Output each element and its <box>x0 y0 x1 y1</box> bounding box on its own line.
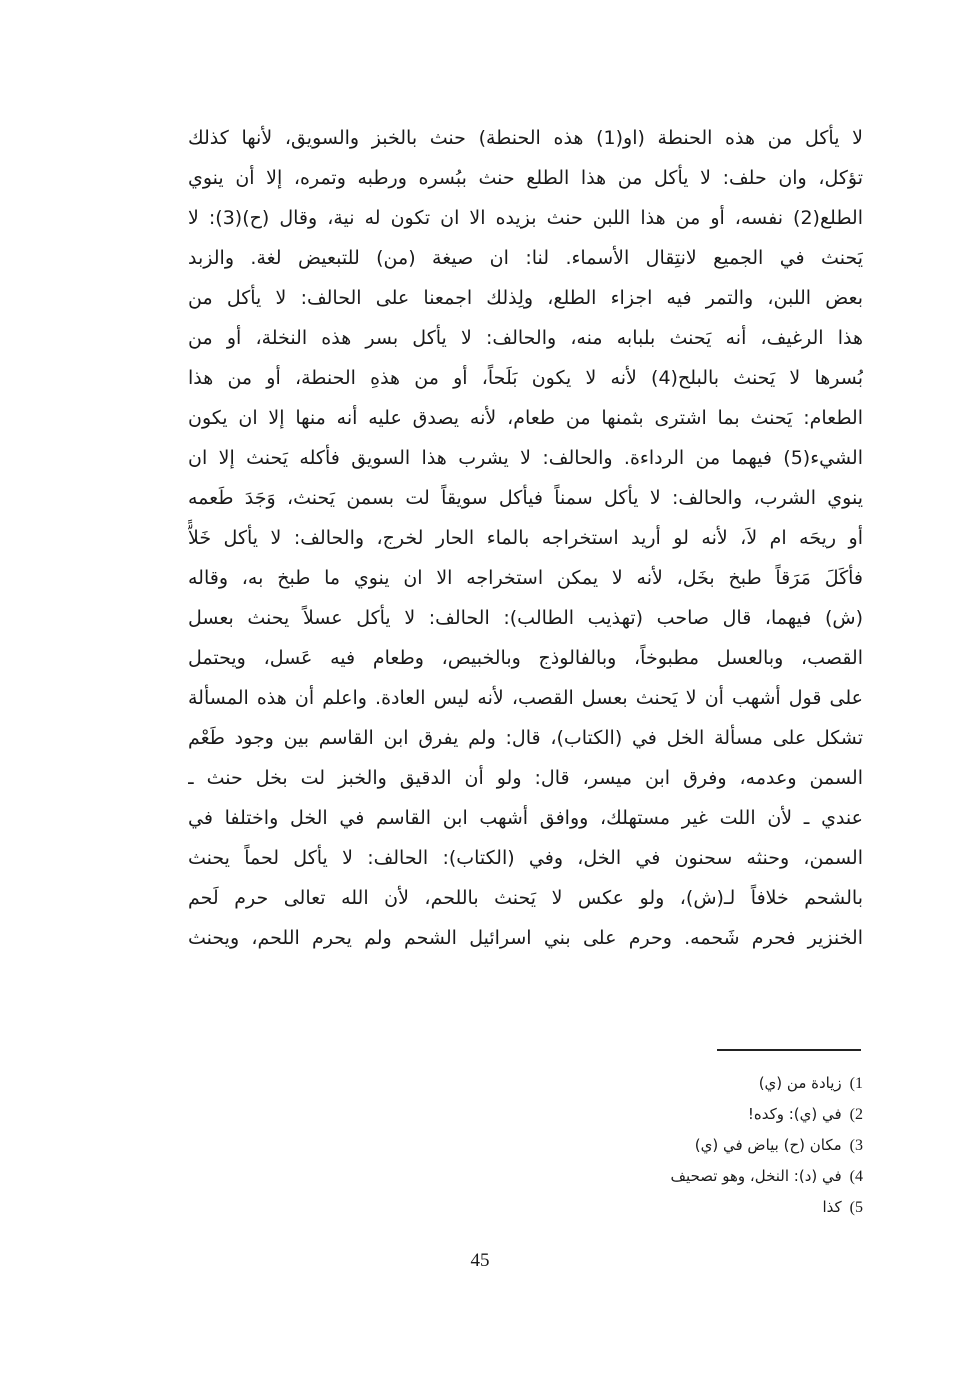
footnote-number: 5) <box>849 1199 863 1216</box>
text-line: الطلع(2) نفسه، أو من هذا اللبن حنث بزيده الا ان تكون له نية، وقال (ح)(3): لا <box>188 207 863 229</box>
text-line: الشيء(5) فيهما من الرداءة. والحالف: لا يشرب هذا السويق فأكله يَحنث إلا ان <box>188 447 863 469</box>
text-line: السمن، وحنثه سحنون في الخل، وفي (الكتاب): الحالف: لا يأكل لحماً يحنث <box>188 847 863 869</box>
footnote-text: كذا <box>822 1198 842 1216</box>
footnote-item <box>500 1099 863 1130</box>
footnote-number: 2) <box>849 1106 863 1123</box>
footnote-number: 1) <box>849 1075 863 1092</box>
text-line: الطعام: يَحنث بما اشترى بثمنها من طعام، لأنه يصدق عليه أنه منها إلا ان يكون <box>188 407 863 429</box>
text-line: يَحنث في الجميع لانتِقال الأسماء. لنا: ان صيغة (من) للتبعيض لغة. والزبد <box>188 247 863 269</box>
footnote-item <box>500 1192 863 1223</box>
main-text-block <box>188 118 863 958</box>
text-line: تشكل على مسألة الخل في (الكتاب)، قال: ولم يفرق ابن القاسم بين وجود طَعْم <box>188 727 863 749</box>
text-line: فأكَلَ مَرَقاً طبخ بخَل، لأنه لا يمكن استخراجه الا ان ينوي ما طبخ به، وقاله <box>188 567 863 589</box>
footnote-item <box>500 1130 863 1161</box>
page-number: 45 <box>470 1250 490 1271</box>
footnote-text: في (ي): وكده! <box>747 1105 842 1123</box>
footnote-text: زيادة من (ي) <box>758 1074 842 1092</box>
footnote-divider <box>717 1049 861 1051</box>
footnote-item <box>500 1068 863 1099</box>
text-line: ينوي الشرب، والحالف: لا يأكل سمناً فيأكل سويقاً لت بسمن يَحنث، وَجَدَ طَعمه <box>188 487 863 509</box>
text-line: بعض اللبن، والتمر فيه اجزاء الطلع، ولِذلك اجمعنا على الحالف: لا يأكل من <box>188 287 863 309</box>
text-line: بالشحم خلافاً لـ(ش)، ولو عكس لا يَحنث باللحم، لأن الله تعالى حرم لَحم <box>188 887 863 909</box>
text-line: (ش) فيهما، قال صاحب (تهذيب الطالب): الحالف: لا يأكل عسلاً يحنث بعسل <box>188 607 863 629</box>
footnote-item <box>500 1161 863 1192</box>
footnote-number: 3) <box>849 1137 863 1154</box>
footnotes-list <box>500 1068 863 1223</box>
footnote-text: في (د): النخل، وهو تصحيف <box>670 1167 842 1185</box>
text-line: بُسرها لا يَحنث بالبلح(4) لأنه لا يكون بَلَحاً، أو من هذهِ الحنطة، أو من هذا <box>188 367 863 389</box>
text-line: هذا الرغيف، أنه يَحنث بلبابه منه، والحالف: لا يأكل بسر هذه النخلة، أو من <box>188 327 863 349</box>
text-line: الخنزير فحرم شَحمه. وحرم على بني اسرائيل الشحم ولم يحرم اللحم، ويحنث <box>188 927 863 949</box>
text-line: على قول أشهب أن لا يَحنث بعسل القصب، لأنه ليس العادة. واعلم أن هذه المسألة <box>188 687 863 709</box>
text-line: القصب، وبالعسل مطبوخاً، وبالفالوذج وبالخبيص، وطعام فيه عَسل، ويحتمل <box>188 647 863 669</box>
text-line: السمن وعدمه، وفرق ابن ميسر، قال: ولو أن الدقيق والخبز لت بخل حنث ـ <box>188 767 863 789</box>
footnote-number: 4) <box>849 1168 863 1185</box>
text-line: لا يأكل من هذه الحنطة (او(1) هذه الحنطة) حنث بالخبز والسويق، لأنها كذلك <box>188 127 863 149</box>
text-line: أو ريحَه ام لاَ، لأنه لو أريد استخراجه بالماء الحار لخرج، والحالف: لا يأكل خَلاًّ <box>188 527 863 549</box>
footnote-text: مكان (ح) بياض في (ي) <box>694 1136 842 1154</box>
text-line: عندي ـ لأن اللت غير مستهلك، ووافق أشهب ابن القاسم في الخل واختلفا في <box>188 807 863 829</box>
text-line: تؤكل، وان حلف: لا يأكل من هذا الطلع حنث ببُسره ورطبه وتمره، إلا أن ينوي <box>188 167 863 189</box>
